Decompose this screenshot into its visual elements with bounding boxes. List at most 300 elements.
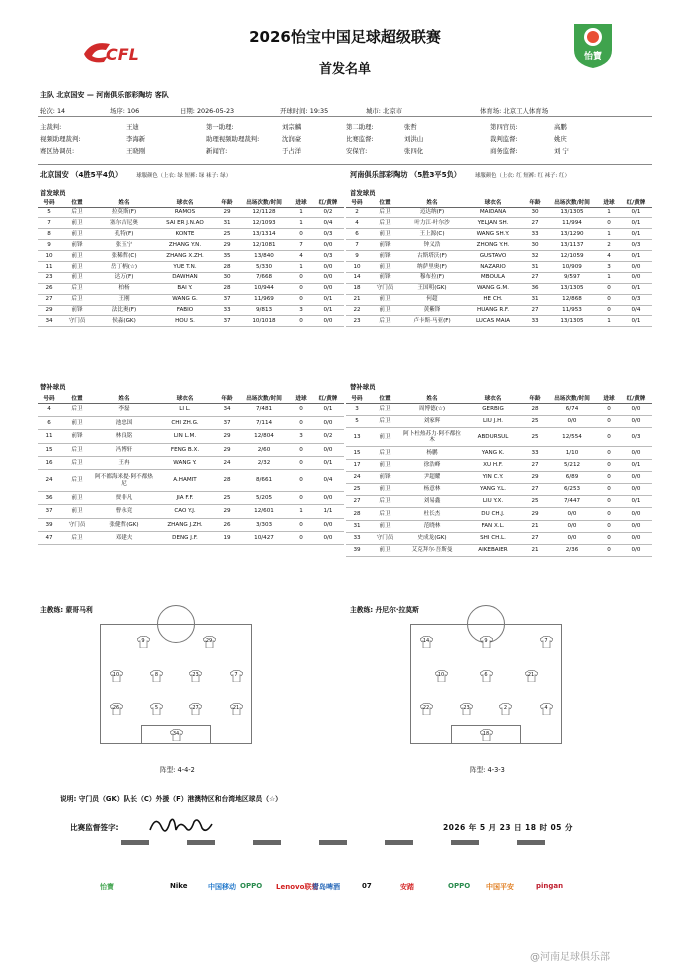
table-cell: 0/4 bbox=[312, 218, 344, 229]
official-role: 赛区协调员: bbox=[40, 147, 75, 155]
table-cell: 7/447 bbox=[546, 496, 598, 508]
player-shirt bbox=[540, 703, 553, 715]
column-header: 球衣名 bbox=[154, 394, 216, 403]
table-cell: 13/1314 bbox=[238, 229, 290, 240]
table-cell: 27 bbox=[38, 294, 60, 305]
player-shirt bbox=[150, 703, 163, 715]
table-cell: LUCAS MAIA bbox=[462, 316, 524, 327]
table-cell: 25 bbox=[524, 496, 546, 508]
table-cell: 0 bbox=[598, 508, 620, 520]
divider bbox=[38, 116, 652, 117]
official-role: 第二助理: bbox=[346, 123, 374, 131]
table-cell: 0/1 bbox=[620, 316, 652, 327]
table-cell: 叶力江·叶尔沙 bbox=[402, 218, 462, 229]
table-cell: XU H.F. bbox=[462, 459, 524, 471]
table-cell: HE CH. bbox=[462, 294, 524, 305]
away-starters-label: 首发球员 bbox=[350, 189, 376, 197]
table-cell: 31 bbox=[216, 218, 238, 229]
player-shirt bbox=[480, 636, 493, 648]
away-formation-pitch bbox=[410, 624, 562, 744]
table-row bbox=[38, 240, 344, 251]
table-cell: 34 bbox=[38, 316, 60, 327]
table-cell: 0/0 bbox=[546, 520, 598, 532]
table-cell: 后卫 bbox=[60, 207, 94, 218]
table-cell: 范晓林 bbox=[402, 520, 462, 532]
match-kickoff: 开球时间: 19:35 bbox=[280, 107, 329, 115]
shirt-number: 4 bbox=[544, 704, 548, 711]
shirt-number: 27 bbox=[192, 704, 199, 711]
table-cell: 28 bbox=[346, 508, 368, 520]
table-cell: YANG Y.L. bbox=[462, 483, 524, 495]
table-cell: 11/953 bbox=[546, 305, 598, 316]
official-role: 裁判监督: bbox=[490, 135, 518, 143]
table-cell: 0/0 bbox=[620, 471, 652, 483]
table-cell: 23 bbox=[346, 316, 368, 327]
table-cell: 0/1 bbox=[620, 496, 652, 508]
table-cell: 33 bbox=[524, 316, 546, 327]
official-role: 视频助理裁判: bbox=[40, 135, 81, 143]
table-cell: 后卫 bbox=[60, 532, 94, 545]
table-cell: 前卫 bbox=[368, 544, 402, 556]
official-name: 张四化 bbox=[404, 147, 424, 155]
table-row bbox=[346, 483, 652, 495]
table-cell: 0 bbox=[598, 496, 620, 508]
table-cell: 5 bbox=[346, 415, 368, 427]
table-cell: 0 bbox=[290, 316, 312, 327]
table-cell: 29 bbox=[38, 305, 60, 316]
table-cell: 后卫 bbox=[60, 283, 94, 294]
shirt-number: 21 bbox=[527, 671, 535, 678]
table-cell: 杨意林 bbox=[402, 483, 462, 495]
stamp bbox=[176, 840, 226, 856]
home-team-title bbox=[40, 170, 231, 180]
column-header: 进球 bbox=[290, 198, 312, 207]
table-cell: 0/0 bbox=[546, 508, 598, 520]
table-cell: 前锋 bbox=[368, 471, 402, 483]
column-header: 进球 bbox=[290, 394, 312, 403]
official-name: 李海新 bbox=[126, 135, 146, 143]
table-cell: 0/0 bbox=[620, 483, 652, 495]
player-shirt bbox=[230, 703, 243, 715]
table-cell: 6/74 bbox=[546, 403, 598, 415]
sponsor-logo: 青岛啤酒 bbox=[312, 883, 340, 891]
table-cell: 10/1018 bbox=[238, 316, 290, 327]
table-cell: FAN X.L. bbox=[462, 520, 524, 532]
table-cell: 0 bbox=[290, 403, 312, 416]
table-cell: 24 bbox=[38, 470, 60, 491]
away-coach: 主教练: 丹尼尔·拉莫斯 bbox=[350, 606, 419, 614]
table-row bbox=[346, 261, 652, 272]
table-cell: 37 bbox=[216, 416, 238, 429]
table-cell: 25 bbox=[524, 415, 546, 427]
table-cell: WANG SH.Y. bbox=[462, 229, 524, 240]
shirt-number: 7 bbox=[234, 671, 238, 678]
table-cell: 4 bbox=[598, 251, 620, 262]
table-cell: 0/1 bbox=[620, 218, 652, 229]
table-cell: 前卫 bbox=[368, 459, 402, 471]
column-header: 出场次数/时间 bbox=[238, 394, 290, 403]
table-cell: 25 bbox=[524, 427, 546, 447]
table-cell: 29 bbox=[216, 430, 238, 443]
cfl-logo-text: CFL bbox=[106, 45, 139, 64]
table-cell: ZHANG J.ZH. bbox=[154, 518, 216, 531]
table-cell: 1 bbox=[598, 272, 620, 283]
table-cell: 0 bbox=[598, 520, 620, 532]
table-row bbox=[346, 544, 652, 556]
table-cell: 11 bbox=[38, 261, 60, 272]
supervisor-signature-label: 比赛监督签字: bbox=[70, 823, 119, 832]
table-row bbox=[38, 251, 344, 262]
stamp bbox=[374, 840, 424, 856]
table-cell: 张玉宁 bbox=[94, 240, 154, 251]
table-cell: 0/2 bbox=[312, 430, 344, 443]
stamp bbox=[242, 840, 292, 856]
official-name: 刘洪山 bbox=[404, 135, 424, 143]
table-cell: 前锋 bbox=[368, 272, 402, 283]
sponsor-logo: 07 bbox=[362, 882, 372, 890]
table-cell: 何超 bbox=[402, 294, 462, 305]
official-role: 主裁判: bbox=[40, 123, 62, 131]
table-cell: 艾克拜尔·吾斯曼 bbox=[402, 544, 462, 556]
sponsor-bar bbox=[100, 878, 600, 898]
table-cell: 5/212 bbox=[546, 459, 598, 471]
table-row bbox=[38, 532, 344, 545]
table-cell: 1 bbox=[598, 316, 620, 327]
table-cell: 前卫 bbox=[368, 305, 402, 316]
table-cell: 前卫 bbox=[60, 416, 94, 429]
table-cell: 王冉 bbox=[94, 457, 154, 470]
table-cell: HOU S. bbox=[154, 316, 216, 327]
table-row bbox=[346, 447, 652, 459]
table-cell: CAO Y.J. bbox=[154, 505, 216, 518]
table-cell: 迈达纳(F) bbox=[402, 207, 462, 218]
table-cell: 0 bbox=[598, 427, 620, 447]
shirt-number: 26 bbox=[112, 704, 120, 711]
table-cell: FENG B.X. bbox=[154, 443, 216, 456]
table-cell: 0 bbox=[598, 459, 620, 471]
table-cell: 0/0 bbox=[620, 415, 652, 427]
table-cell: 后卫 bbox=[60, 457, 94, 470]
table-cell: 26 bbox=[38, 283, 60, 294]
table-cell: 后卫 bbox=[368, 218, 402, 229]
table-row bbox=[346, 283, 652, 294]
table-cell: 0 bbox=[598, 471, 620, 483]
column-header: 进球 bbox=[598, 198, 620, 207]
sponsor-logo: OPPO bbox=[240, 882, 263, 890]
table-cell: 守门员 bbox=[368, 532, 402, 544]
table-cell: 纳萨里奥(F) bbox=[402, 261, 462, 272]
column-header: 号码 bbox=[346, 394, 368, 403]
table-cell: 6/89 bbox=[546, 471, 598, 483]
table-cell: 0 bbox=[598, 305, 620, 316]
table-cell: 0/0 bbox=[312, 316, 344, 327]
table-cell: 9 bbox=[346, 251, 368, 262]
table-cell: 9/813 bbox=[238, 305, 290, 316]
table-cell: 14 bbox=[346, 272, 368, 283]
official-name: 王晓刚 bbox=[126, 147, 146, 155]
center-circle bbox=[157, 605, 195, 643]
table-cell: 守门员 bbox=[60, 518, 94, 531]
table-cell: 0/0 bbox=[312, 416, 344, 429]
table-cell: 7 bbox=[290, 240, 312, 251]
official-role: 比赛监督: bbox=[346, 135, 374, 143]
table-cell: 23 bbox=[38, 272, 60, 283]
player-shirt bbox=[137, 636, 150, 648]
table-cell: JIA F.F. bbox=[154, 491, 216, 504]
table-cell: 0 bbox=[598, 415, 620, 427]
table-cell: 5 bbox=[38, 207, 60, 218]
table-cell: 30 bbox=[524, 207, 546, 218]
column-header: 号码 bbox=[38, 198, 60, 207]
table-cell: 0/1 bbox=[620, 229, 652, 240]
table-cell: 钟义浩 bbox=[402, 240, 462, 251]
table-cell: 4 bbox=[290, 251, 312, 262]
official-name: 高鹏 bbox=[554, 123, 567, 131]
table-cell: 7/114 bbox=[238, 416, 290, 429]
table-cell: 0 bbox=[598, 532, 620, 544]
table-cell: 前卫 bbox=[368, 294, 402, 305]
table-cell: 曹永竞 bbox=[94, 505, 154, 518]
table-cell: ZHONG Y.H. bbox=[462, 240, 524, 251]
table-cell: KONTE bbox=[154, 229, 216, 240]
column-header: 位置 bbox=[368, 198, 402, 207]
table-cell: HUANG R.F. bbox=[462, 305, 524, 316]
table-row bbox=[346, 459, 652, 471]
away-subs-table bbox=[346, 394, 652, 557]
table-row bbox=[346, 229, 652, 240]
table-cell: 1 bbox=[598, 207, 620, 218]
match-stadium: 体育场: 北京工人体育场 bbox=[480, 107, 549, 115]
home-starters-label: 首发球员 bbox=[40, 189, 66, 197]
table-row bbox=[346, 532, 652, 544]
column-header: 出场次数/时间 bbox=[546, 198, 598, 207]
table-cell: GERBIG bbox=[462, 403, 524, 415]
table-cell: 冯博轩 bbox=[94, 443, 154, 456]
table-cell: 王刚 bbox=[94, 294, 154, 305]
table-cell: 0/1 bbox=[312, 457, 344, 470]
table-cell: 12/1093 bbox=[238, 218, 290, 229]
table-cell: 3 bbox=[290, 430, 312, 443]
table-cell: AIKEBAIER bbox=[462, 544, 524, 556]
shirt-number: 2 bbox=[503, 704, 508, 711]
shirt-number: 9 bbox=[141, 637, 145, 644]
table-cell: NAZARIO bbox=[462, 261, 524, 272]
table-cell: 0 bbox=[598, 447, 620, 459]
table-cell: 阿不都海米提·阿不都热尼 bbox=[94, 470, 154, 491]
table-cell: 0/3 bbox=[620, 294, 652, 305]
shirt-number: 10 bbox=[437, 671, 445, 678]
table-cell: 11 bbox=[38, 430, 60, 443]
table-cell: 2 bbox=[598, 240, 620, 251]
table-row bbox=[38, 316, 344, 327]
table-row bbox=[346, 251, 652, 262]
player-shirt bbox=[540, 636, 553, 648]
table-cell: 刘易鑫 bbox=[402, 496, 462, 508]
table-cell: WANG Y. bbox=[154, 457, 216, 470]
table-cell: 侯淼(GK) bbox=[94, 316, 154, 327]
player-shirt bbox=[499, 703, 512, 715]
table-cell: 0/0 bbox=[620, 403, 652, 415]
table-cell: 28 bbox=[216, 470, 238, 491]
table-cell: 5/205 bbox=[238, 491, 290, 504]
table-cell: 37 bbox=[38, 505, 60, 518]
table-cell: 11/994 bbox=[546, 218, 598, 229]
table-row bbox=[346, 415, 652, 427]
table-cell: 0/0 bbox=[546, 415, 598, 427]
player-shirt bbox=[150, 670, 163, 682]
table-cell: 12/1059 bbox=[546, 251, 598, 262]
table-row bbox=[346, 207, 652, 218]
table-cell: 27 bbox=[524, 483, 546, 495]
column-header: 姓名 bbox=[402, 394, 462, 403]
table-cell: 0/1 bbox=[620, 459, 652, 471]
table-row bbox=[346, 471, 652, 483]
table-cell: 39 bbox=[38, 518, 60, 531]
table-cell: 林良铭 bbox=[94, 430, 154, 443]
column-header: 姓名 bbox=[402, 198, 462, 207]
table-cell: 13 bbox=[346, 427, 368, 447]
table-cell: 0/0 bbox=[312, 240, 344, 251]
sponsor-logo: 中国平安 bbox=[486, 883, 514, 891]
table-cell: 后卫 bbox=[368, 447, 402, 459]
table-cell: MBOULA bbox=[462, 272, 524, 283]
table-cell: 28 bbox=[216, 261, 238, 272]
player-shirt bbox=[170, 729, 183, 741]
table-row bbox=[38, 403, 344, 416]
table-cell: 2/36 bbox=[546, 544, 598, 556]
sponsor-logo: pingan bbox=[536, 882, 564, 890]
table-row bbox=[346, 427, 652, 447]
table-row bbox=[346, 403, 652, 415]
column-header: 球衣名 bbox=[462, 198, 524, 207]
table-cell: 守门员 bbox=[60, 316, 94, 327]
away-team-title bbox=[350, 170, 570, 180]
table-cell: 0/1 bbox=[312, 305, 344, 316]
table-cell: 25 bbox=[346, 483, 368, 495]
table-cell: 13/1305 bbox=[546, 207, 598, 218]
table-cell: 12/804 bbox=[238, 430, 290, 443]
table-cell: 29 bbox=[524, 508, 546, 520]
table-cell: 25 bbox=[216, 491, 238, 504]
shirt-number: 7 bbox=[544, 637, 548, 644]
table-row bbox=[38, 457, 344, 470]
table-cell: 36 bbox=[524, 283, 546, 294]
table-cell: 0 bbox=[598, 283, 620, 294]
player-shirt bbox=[420, 703, 433, 715]
official-name: 张哲 bbox=[404, 123, 417, 131]
table-row bbox=[38, 518, 344, 531]
shirt-number: 14 bbox=[422, 637, 430, 644]
stamp bbox=[110, 840, 160, 856]
table-cell: 张稀哲(C) bbox=[94, 251, 154, 262]
table-cell: 0 bbox=[290, 532, 312, 545]
table-cell: WANG G. bbox=[154, 294, 216, 305]
official-role: 新闻官: bbox=[206, 147, 228, 155]
home-team-name: 北京国安 （4胜5平4负） bbox=[40, 170, 123, 179]
official-name: 王迪 bbox=[126, 123, 139, 131]
table-cell: 21 bbox=[346, 294, 368, 305]
table-cell: 张健哲(GK) bbox=[94, 518, 154, 531]
table-row bbox=[38, 294, 344, 305]
table-cell: 前锋 bbox=[60, 305, 94, 316]
table-cell: 33 bbox=[346, 532, 368, 544]
table-cell: 0/0 bbox=[620, 261, 652, 272]
page-title: 2026怡宝中国足球超级联赛 bbox=[249, 28, 441, 46]
table-cell: 0 bbox=[290, 283, 312, 294]
table-cell: 31 bbox=[524, 261, 546, 272]
table-cell: 47 bbox=[38, 532, 60, 545]
table-cell: 0/0 bbox=[312, 283, 344, 294]
official-stamps bbox=[110, 840, 570, 862]
official-name: 沈润豪 bbox=[282, 135, 302, 143]
table-cell: 后卫 bbox=[60, 443, 94, 456]
shirt-number: 29 bbox=[205, 637, 213, 644]
shirt-number: 10 bbox=[112, 671, 120, 678]
table-cell: 27 bbox=[524, 305, 546, 316]
table-cell: 13/1305 bbox=[546, 316, 598, 327]
shirt-number: 5 bbox=[154, 704, 159, 711]
sponsor-logo: 安踏 bbox=[400, 883, 414, 891]
column-header: 位置 bbox=[368, 394, 402, 403]
table-cell: 前卫 bbox=[60, 491, 94, 504]
table-cell: 0/0 bbox=[620, 508, 652, 520]
sponsor-logo: OPPO bbox=[448, 882, 471, 890]
table-cell: 前卫 bbox=[368, 261, 402, 272]
signature-date: 2026 年 5 月 23 日 18 时 05 分 bbox=[443, 823, 573, 832]
match-city: 城市: 北京市 bbox=[366, 107, 403, 115]
table-cell: 2/32 bbox=[238, 457, 290, 470]
table-cell: 32 bbox=[524, 251, 546, 262]
table-cell: CHI ZH.G. bbox=[154, 416, 216, 429]
table-cell: 前卫 bbox=[60, 251, 94, 262]
table-row bbox=[346, 520, 652, 532]
table-cell: 0/2 bbox=[312, 207, 344, 218]
table-cell: 0/3 bbox=[620, 240, 652, 251]
table-cell: 12/1081 bbox=[238, 240, 290, 251]
table-cell: LIU J.H. bbox=[462, 415, 524, 427]
table-cell: 0/0 bbox=[620, 447, 652, 459]
table-row bbox=[38, 470, 344, 491]
column-header: 姓名 bbox=[94, 198, 154, 207]
table-cell: 前锋 bbox=[60, 430, 94, 443]
home-formation-pitch bbox=[100, 624, 252, 744]
table-cell: 尹超耀 bbox=[402, 471, 462, 483]
table-cell: 李磊 bbox=[94, 403, 154, 416]
table-cell: 6 bbox=[346, 229, 368, 240]
table-cell: 29 bbox=[216, 207, 238, 218]
column-header: 号码 bbox=[346, 198, 368, 207]
shirt-number: 23 bbox=[192, 671, 199, 678]
table-cell: 27 bbox=[524, 459, 546, 471]
official-name: 刘 宁 bbox=[554, 147, 569, 155]
table-cell: 13/1290 bbox=[546, 229, 598, 240]
table-cell: 8/661 bbox=[238, 470, 290, 491]
table-cell: 34 bbox=[216, 403, 238, 416]
stamp bbox=[506, 840, 556, 856]
table-cell: 25 bbox=[216, 229, 238, 240]
shirt-number: 21 bbox=[232, 704, 240, 711]
table-cell: 后卫 bbox=[368, 415, 402, 427]
table-cell: 0 bbox=[598, 218, 620, 229]
table-cell: 0/3 bbox=[620, 427, 652, 447]
table-row bbox=[38, 443, 344, 456]
table-cell: 33 bbox=[524, 447, 546, 459]
table-cell: 36 bbox=[38, 491, 60, 504]
table-cell: 33 bbox=[524, 229, 546, 240]
column-header: 位置 bbox=[60, 198, 94, 207]
table-cell: A.HAMIT bbox=[154, 470, 216, 491]
table-cell: ABDURSUL bbox=[462, 427, 524, 447]
